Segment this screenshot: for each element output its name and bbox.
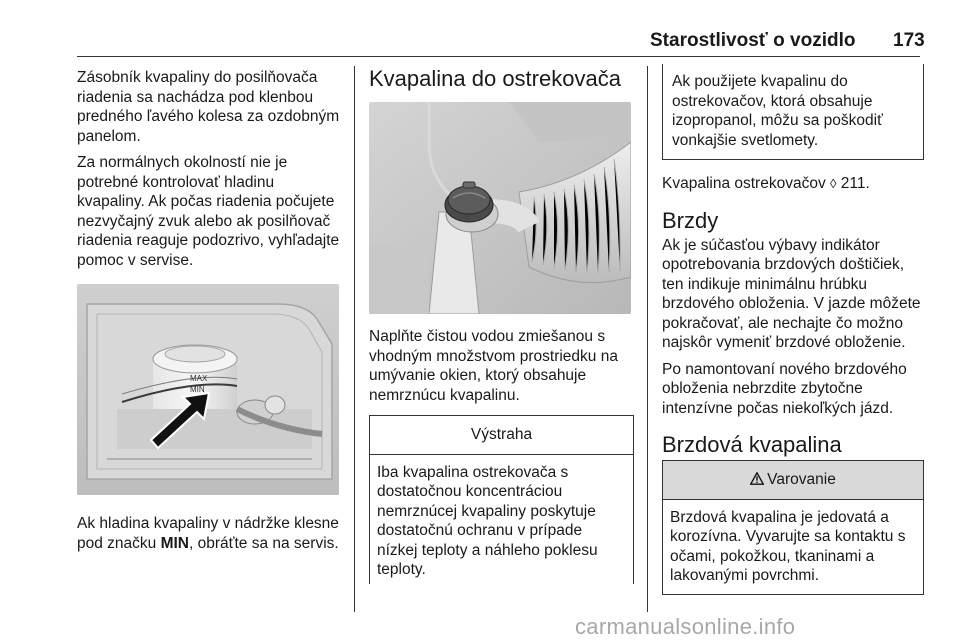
brakes-paragraph-2: Po namontovaní nového brzdového obloženia nebrzdite zbytočne intenzívne počas niekoľkých jázd.	[662, 360, 907, 417]
washer-warning-continued-text: Ak použijete kvapalinu do ostrekovačov, ktorá obsahuje izopropanol, môžu sa poškodiť vonkajšie svetlomety.	[672, 73, 883, 149]
page-reference-icon: ◊	[830, 176, 837, 191]
washer-warning-box-continued	[662, 64, 924, 160]
washer-warning-body: Iba kvapalina ostrekovača s dostatočnou koncentráciou nemrznúcej kvapaliny poskytuje dostatočnú ochranu v prípade nízkej teploty a náhleho poklesu teploty.	[377, 463, 598, 578]
column-divider-1	[354, 66, 355, 612]
page-reference-link[interactable]: 211.	[840, 175, 870, 192]
washer-fluid-heading: Kvapalina do ostrekovača	[369, 66, 621, 91]
min-mark-label: MIN	[190, 385, 205, 394]
brake-fluid-warning-title-bar	[663, 461, 923, 500]
column-left	[77, 68, 345, 560]
steering-fluid-paragraph-2: Za normálnych okolností nie je potrebné kontrolovať hladinu kvapaliny. Ak počas riadenia počujete nezvyčajný zvuk alebo ak posilňovač riadenia reaguje podozrivo, vyhľadajte pomoc v servise.	[77, 154, 340, 269]
brake-fluid-warning-body: Brzdová kvapalina je jedovatá a korozívna. Vyvarujte sa kontaktu s očami, pokožkou, tkaninami a lakovanými povrchmi.	[670, 508, 906, 584]
brake-fluid-heading: Brzdová kvapalina	[662, 432, 842, 457]
steering-fluid-reservoir-illustration	[77, 284, 339, 495]
brakes-heading: Brzdy	[662, 207, 719, 233]
column-divider-2	[647, 66, 648, 612]
page-number: 173	[893, 30, 925, 51]
steering-fluid-paragraph-1: Zásobník kvapaliny do posilňovača riadenia sa nachádza pod klenbou predného ľavého kolesa za ozdobným panelom.	[77, 69, 340, 145]
brake-fluid-warning-box	[662, 460, 924, 595]
washer-fluid-reservoir-illustration	[369, 102, 631, 314]
column-middle	[369, 64, 634, 584]
brakes-paragraph-1: Ak je súčasťou výbavy indikátor opotrebovania brzdových doštičiek, ten indikuje minimálnu hrúbku brzdového obloženia. V jazde môžete pokračovať, ale nechajte čo možno najskôr vymeniť brzdové obloženie.	[662, 236, 921, 351]
washer-fluid-reference: Kvapalina ostrekovačov ◊ 211.	[662, 175, 870, 192]
warning-triangle-icon	[750, 470, 764, 490]
brake-fluid-warning-title: Varovanie	[767, 471, 836, 488]
washer-warning-box	[369, 415, 634, 584]
column-right	[662, 64, 924, 595]
header-divider	[77, 56, 920, 57]
page-header-title: Starostlivosť o vozidlo	[650, 30, 856, 51]
washer-fluid-paragraph: Naplňte čistou vodou zmiešanou s vhodným množstvom prostriedku na umývanie okien, ktorý obsahuje nemrznúcu kvapalinu.	[369, 328, 618, 404]
watermark: carmanualsonline.info	[575, 614, 796, 639]
max-mark-label: MAX	[190, 374, 208, 383]
washer-warning-title: Výstraha	[370, 416, 633, 455]
min-level-instruction: Ak hladina kvapaliny v nádržke klesne pod značku MIN, obráťte sa na servis.	[77, 515, 339, 552]
